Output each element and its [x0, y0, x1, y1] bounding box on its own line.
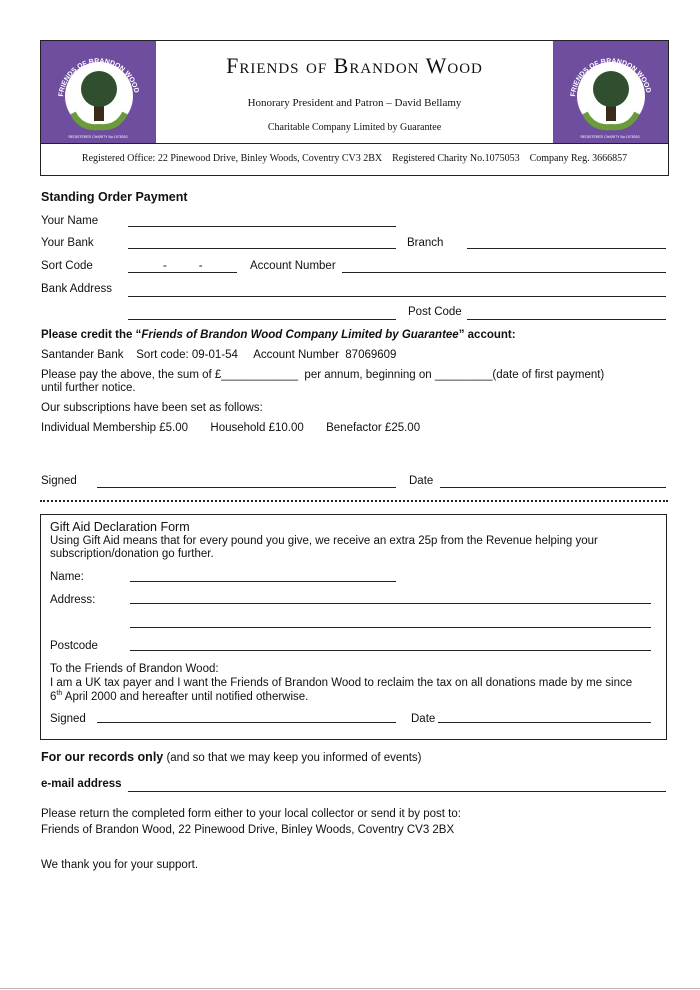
declaration-line2: 6th April 2000 and hereafter until notified otherwise. [50, 690, 309, 703]
payment-instruction-line1: Please pay the above, the sum of £____________ per annum, beginning on _________(date of first payment) [41, 369, 605, 381]
return-instruction: Please return the completed form either to your local collector or send it by post to: [41, 808, 461, 820]
email-label: e-mail address [41, 778, 122, 790]
return-address: Friends of Brandon Wood, 22 Pinewood Drive, Binley Woods, Coventry CV3 2BX [41, 824, 455, 836]
bank-address-label: Bank Address [41, 283, 112, 295]
your-name-field[interactable] [128, 226, 396, 227]
gift-address-label: Address: [50, 594, 96, 606]
gift-signed-label: Signed [50, 713, 86, 725]
signed-label: Signed [41, 475, 77, 487]
sort-code-dashes: - - [163, 260, 203, 272]
standing-order-heading: Standing Order Payment [41, 190, 188, 204]
your-bank-label: Your Bank [41, 237, 94, 249]
org-title: Friends of Brandon Wood [226, 53, 483, 78]
gift-postcode-label: Postcode [50, 640, 98, 652]
page-bottom-edge [0, 988, 700, 989]
gift-date-label: Date [411, 713, 436, 725]
gift-signature-field[interactable] [97, 722, 396, 723]
company-line: Charitable Company Limited by Guarantee [267, 122, 442, 133]
branch-field[interactable] [467, 248, 666, 249]
your-name-label: Your Name [41, 215, 99, 227]
thanks-text: We thank you for your support. [41, 859, 199, 871]
svg-text:FRIENDS OF BRANDON WOOD: FRIENDS OF BRANDON WOOD [570, 57, 652, 98]
declaration-addressee: To the Friends of Brandon Wood: [50, 663, 219, 675]
bank-address-field-1[interactable] [128, 296, 666, 297]
svg-text:FRIENDS OF BRANDON WOOD: FRIENDS OF BRANDON WOOD [58, 57, 140, 98]
declaration-line1: I am a UK tax payer and I want the Friends of Brandon Wood to reclaim the tax on all donations made by me since [50, 677, 633, 689]
payment-instruction-line2: until further notice. [41, 382, 136, 394]
date-label: Date [409, 475, 434, 487]
gift-name-field[interactable] [130, 581, 396, 582]
post-code-label: Post Code [408, 306, 462, 318]
registration-line: Registered Office: 22 Pinewood Drive, Binley Woods, Coventry CV3 2BX Registered Charity No.1075053 Company Reg. 3666857 [81, 153, 628, 164]
post-code-field[interactable] [467, 319, 666, 320]
subscriptions-intro: Our subscriptions have been set as follows: [41, 402, 263, 414]
subscriptions-list: Individual Membership £5.00 Household £10.00 Benefactor £25.00 [41, 422, 421, 434]
bank-address-field-2[interactable] [128, 319, 396, 320]
your-bank-field[interactable] [128, 248, 396, 249]
svg-text:REGISTERED CHARITY No.1075053: REGISTERED CHARITY No.1075053 [68, 135, 128, 139]
sort-code-field[interactable] [128, 272, 237, 273]
gift-aid-intro: Using Gift Aid means that for every pound you give, we receive an extra 25p from the Revenue helping your subscription/donation go further. [50, 535, 598, 560]
gift-postcode-field[interactable] [130, 650, 651, 651]
signature-field[interactable] [97, 487, 396, 488]
sort-code-label: Sort Code [41, 260, 93, 272]
email-field[interactable] [128, 791, 666, 792]
date-field[interactable] [440, 487, 666, 488]
branch-label: Branch [407, 237, 444, 249]
account-number-field[interactable] [342, 272, 666, 273]
gift-date-field[interactable] [438, 722, 651, 723]
gift-aid-heading: Gift Aid Declaration Form [50, 520, 190, 534]
bank-details: Santander Bank Sort code: 09-01-54 Account Number 87069609 [41, 349, 397, 361]
records-heading: For our records only (and so that we may keep you informed of events) [41, 750, 422, 764]
letterhead [40, 40, 669, 176]
patron-line: Honorary President and Patron – David Bellamy [247, 97, 462, 109]
svg-text:REGISTERED CHARITY No.1075053: REGISTERED CHARITY No.1075053 [580, 135, 640, 139]
account-number-label: Account Number [250, 260, 336, 272]
gift-address-field-2[interactable] [130, 627, 651, 628]
gift-name-label: Name: [50, 571, 84, 583]
gift-address-field-1[interactable] [130, 603, 651, 604]
credit-instruction: Please credit the “Friends of Brandon Wood Company Limited by Guarantee” account: [41, 329, 516, 341]
cut-divider [40, 500, 668, 502]
